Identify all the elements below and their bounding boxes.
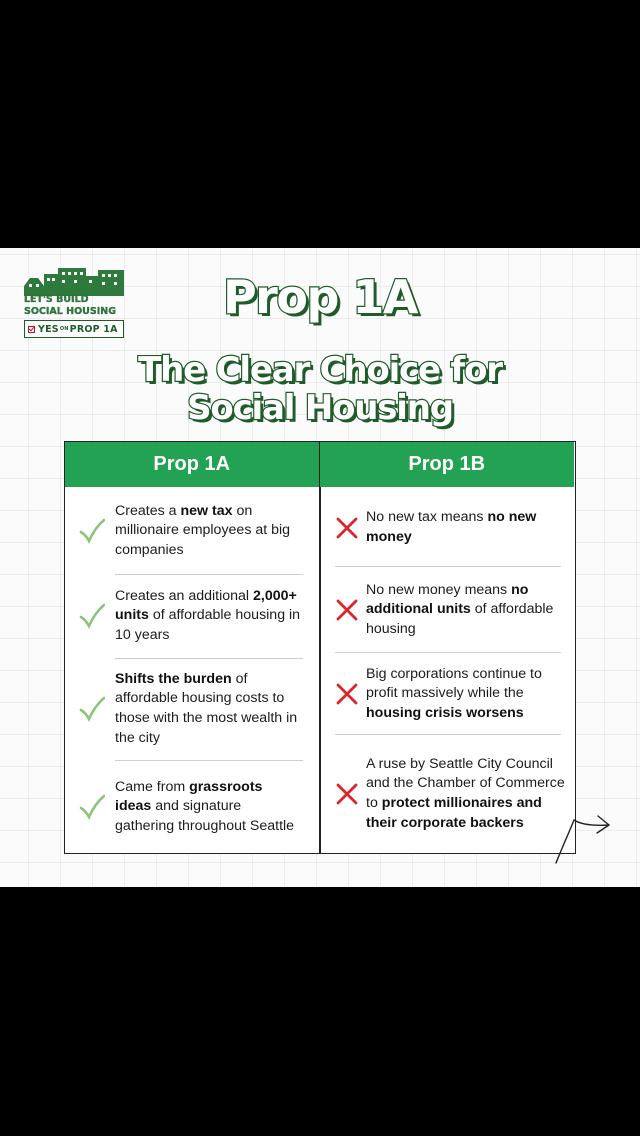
table-header: [65, 442, 574, 487]
emphasis-text: housing crisis worsens: [366, 704, 524, 721]
emphasis-text: Shifts the burden: [115, 670, 232, 687]
body-text: Creates an additional: [115, 587, 254, 604]
check-icon: [79, 794, 105, 820]
body-text: No new tax means: [366, 509, 488, 526]
prop-1a-row-3: [115, 659, 301, 759]
emphasis-text: no additional units: [366, 581, 529, 618]
column-divider: [319, 487, 321, 853]
x-icon: [335, 682, 359, 706]
checkbox-icon: [28, 326, 35, 333]
body-text: Big corporations continue to profit massively while the: [366, 665, 542, 702]
prop-1b-row-3-text: [366, 665, 566, 724]
emphasis-text: 2,000+ units: [115, 587, 297, 624]
body-text: and signature gathering throughout Seattle: [115, 798, 295, 834]
emphasis-text: grassroots ideas: [115, 778, 263, 815]
x-icon: [335, 516, 359, 540]
body-text: Creates a: [115, 502, 181, 519]
logo-line-2: SOCIAL HOUSING: [24, 306, 117, 317]
prop-1b-row-4: [366, 736, 566, 852]
subtitle-line-2: Social Housing: [187, 388, 453, 428]
check-icon: [79, 518, 105, 544]
post-card: [0, 248, 640, 887]
prop-1b-row-2: [366, 568, 566, 652]
prop-1a-row-2-text: [115, 587, 301, 646]
prop-1b-row-1: [366, 490, 566, 566]
x-icon: [335, 782, 359, 806]
x-icon: [335, 598, 359, 622]
prop-1a-row-4: [115, 761, 301, 853]
emphasis-text: protect millionaires and their corporate backers: [366, 795, 542, 831]
prop-1a-row-4-text: [115, 778, 301, 837]
prop-1b-row-1-text: [366, 508, 566, 547]
body-text: No new money means: [366, 581, 512, 598]
prop-1a-row-1: [115, 490, 301, 572]
prop-1a-divider: [115, 574, 303, 575]
check-icon: [79, 696, 105, 722]
prop-1b-row-4-text: [366, 755, 566, 833]
page-title: Prop 1A: [222, 270, 418, 324]
emphasis-text: new tax: [180, 502, 233, 519]
prop-1b-divider: [335, 566, 561, 567]
emphasis-text: no new money: [366, 509, 537, 545]
body-text: of affordable housing: [366, 601, 554, 637]
body-text: Came from: [115, 778, 190, 795]
comparison-table: [64, 441, 576, 854]
subtitle-line-1: The Clear Choice for: [138, 350, 502, 390]
body-text: A ruse by Seattle City Council and the Chamber of Commerce to: [366, 755, 565, 811]
prop-1a-row-1-text: [115, 502, 301, 561]
body-text: on millionaire employees at big companies: [115, 502, 291, 558]
prop-1a-divider: [115, 658, 303, 659]
prop-1b-row-3: [366, 654, 566, 734]
arrow-right-icon: [552, 808, 612, 866]
prop-1a-row-3-text: [115, 670, 301, 748]
check-icon: [79, 603, 105, 629]
logo-badge-yes: YESONPROP 1A: [38, 323, 118, 335]
prop-1a-row-2: [115, 575, 301, 657]
prop-1b-divider: [335, 652, 561, 653]
logo-line-1: LET'S BUILD: [24, 294, 89, 305]
body-text: of affordable housing costs to those with the most wealth in the city: [115, 670, 298, 746]
prop-1b-divider: [335, 734, 561, 735]
prop-1b-row-2-text: [366, 581, 566, 640]
prop-1a-divider: [115, 760, 303, 761]
body-text: of affordable housing in 10 years: [115, 607, 301, 643]
header-prop-1b: Prop 1B: [408, 453, 486, 475]
header-prop-1a: Prop 1A: [65, 442, 320, 487]
